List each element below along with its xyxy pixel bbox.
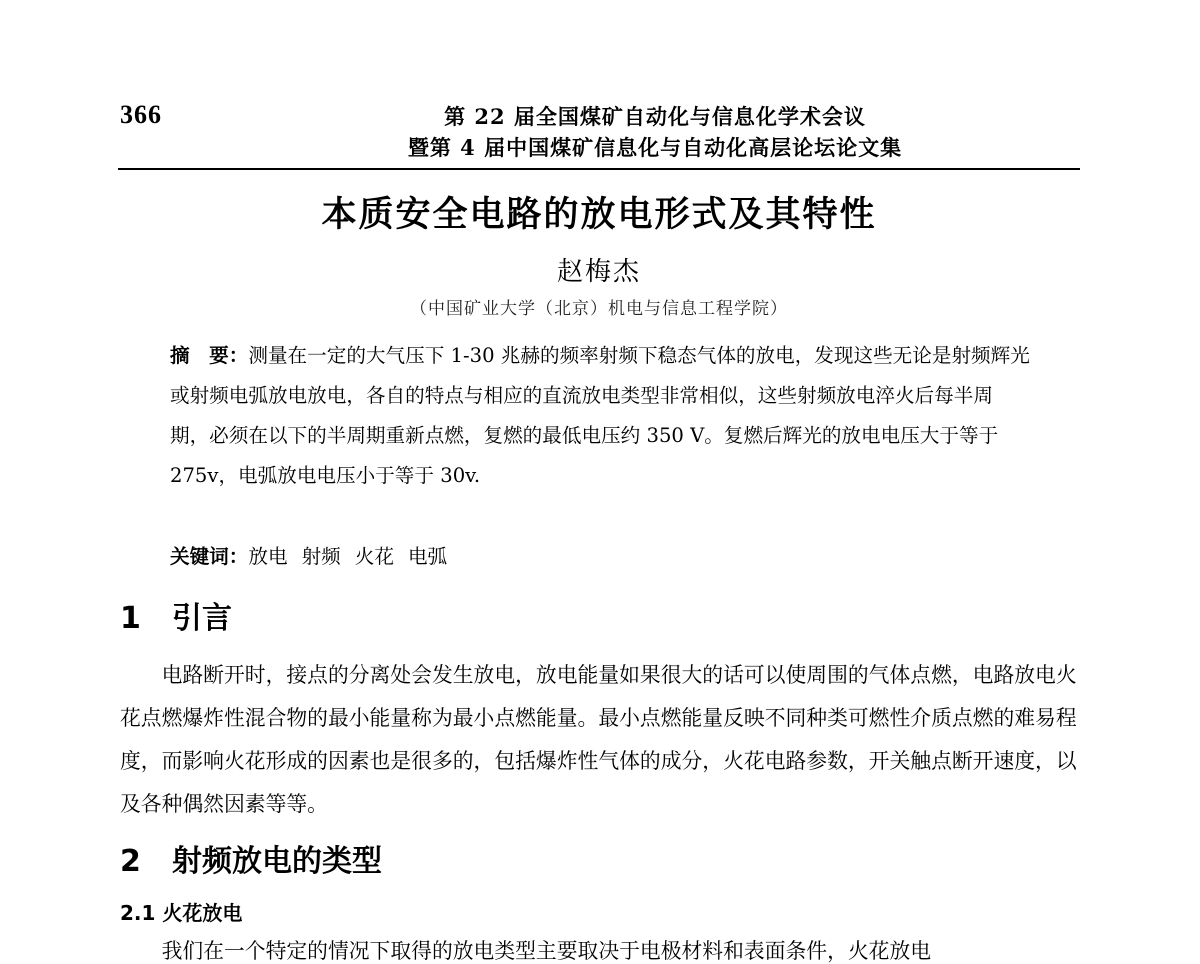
section-number: 2 bbox=[120, 844, 141, 879]
author-name: 赵梅杰 bbox=[556, 257, 641, 287]
spark-discharge-paragraph-partial: 我们在一个特定的情况下取得的放电类型主要取决于电极材料和表面条件，火花放电 bbox=[161, 939, 932, 963]
running-head-line2: 暨第 4 届中国煤矿信息化与自动化高层论坛论文集 bbox=[407, 135, 903, 160]
introduction-paragraph: 电路断开时，接点的分离处会发生放电，放电能量如果很大的话可以使周围的气体点燃，电路放电火花点燃爆炸性混合物的最小能量称为最小点燃能量。最小点燃能量反映不同种类可燃性介质点燃的难易程度，而影响火花形成的因素也是很多的，包括爆炸性气体的成分，火花电路参数，开关触点断开速度，以及各种偶然因素等等。 bbox=[120, 663, 1077, 816]
keywords-label: 关键词： bbox=[170, 545, 249, 568]
header-rule bbox=[118, 168, 1080, 170]
keyword: 放电 bbox=[248, 545, 288, 568]
abstract-label: 摘 要： bbox=[170, 344, 249, 367]
section-number: 1 bbox=[120, 601, 141, 636]
page-number: 366 bbox=[120, 100, 162, 129]
keyword: 火花 bbox=[354, 545, 394, 568]
running-head-line1: 第 22 届全国煤矿自动化与信息化学术会议 bbox=[444, 104, 866, 129]
keywords bbox=[170, 540, 1030, 569]
author-affiliation: （中国矿业大学（北京）机电与信息工程学院） bbox=[410, 299, 788, 319]
paper-title: 本质安全电路的放电形式及其特性 bbox=[321, 195, 877, 235]
keyword: 射频 bbox=[301, 545, 341, 568]
abstract-text: 测量在一定的大气压下 1-30 兆赫的频率射频下稳态气体的放电，发现这些无论是射频辉光或射频电弧放电放电，各自的特点与相应的直流放电类型非常相似，这些射频放电淬火后每半周期，必须在以下的半周期重新点燃，复燃的最低电压约 350 V。复燃后辉光的放电电压大于等于 275v，电弧放电电压小于等于 30v. bbox=[170, 344, 1030, 487]
keyword: 电弧 bbox=[407, 545, 448, 568]
subsection-title: 火花放电 bbox=[162, 901, 243, 925]
section-heading-rf-discharge-types bbox=[120, 836, 382, 880]
section-heading-introduction bbox=[120, 593, 232, 637]
section-title: 射频放电的类型 bbox=[172, 844, 382, 879]
abstract bbox=[170, 336, 1030, 496]
subsection-heading-spark-discharge bbox=[120, 897, 242, 926]
section-title: 引言 bbox=[172, 601, 232, 636]
subsection-number: 2.1 bbox=[120, 901, 156, 925]
